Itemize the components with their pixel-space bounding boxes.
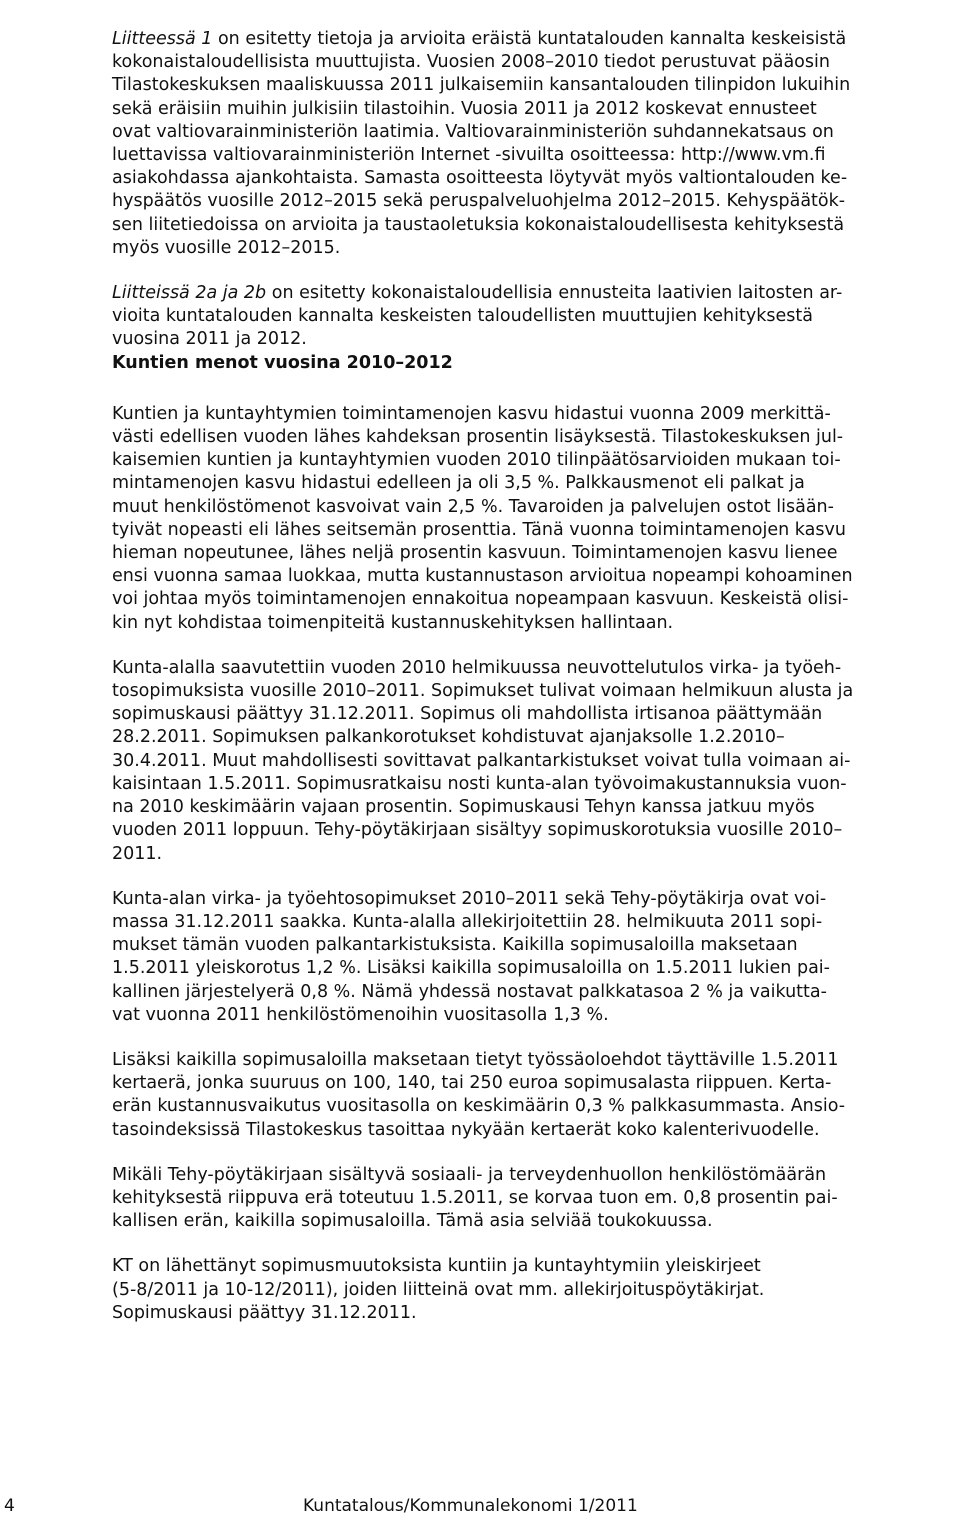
text-line: (5-8/2011 ja 10-12/2011), joiden liitteinä ovat mm. allekirjoituspöytäkirjat. — [112, 1279, 765, 1300]
text-line: tosopimuksista vuosille 2010–2011. Sopimukset tulivat voimaan helmikuun alusta ja — [112, 681, 854, 702]
text-line: Kuntien ja kuntayhtymien toimintamenojen kasvu hidastui vuonna 2009 merkittä- — [112, 403, 831, 424]
text-line: vuoden 2011 loppuun. Tehy-pöytäkirjaan sisältyy sopimuskorotuksia vuosille 2010– — [112, 820, 843, 841]
text-line: Sopimuskausi päättyy 31.12.2011. — [112, 1302, 417, 1323]
text-line: Lisäksi kaikilla sopimusaloilla maksetaan tietyt työssäoloehdot täyttäville 1.5.2011 — [112, 1049, 839, 1070]
text-line: 1.5.2011 yleiskorotus 1,2 %. Lisäksi kaikilla sopimusaloilla on 1.5.2011 lukien pai- — [112, 958, 830, 979]
text-line: sen liitetiedoissa on arvioita ja taustaoletuksia kokonaistaloudellisesta kehityksestä — [112, 214, 845, 235]
intro-paragraph-2 — [112, 282, 948, 352]
text-line: ensi vuonna samaa luokkaa, mutta kustannustason arvioitua nopeampi kohoaminen — [112, 566, 853, 587]
text-line: sopimuskausi päättyy 31.12.2011. Sopimus oli mahdollista irtisanoa päättymään — [112, 704, 823, 725]
text-line: asiakohdassa ajankohtaista. Samasta osoitteesta löytyvät myös valtiontalouden ke- — [112, 168, 848, 189]
text-line: vuosina 2011 ja 2012. — [112, 329, 307, 350]
text-line: 28.2.2011. Sopimuksen palkankorotukset kohdistuvat ajanjaksolle 1.2.2010– — [112, 727, 785, 748]
section-heading: Kuntien menot vuosina 2010–2012 — [112, 352, 453, 373]
text-line: luettavissa valtiovarainministeriön Internet -sivuilta osoitteessa: http://www.vm.fi — [112, 145, 826, 166]
body-paragraph-4 — [112, 1049, 948, 1142]
text-line: myös vuosille 2012–2015. — [112, 237, 341, 258]
text-line: muut henkilöstömenot kasvoivat vain 2,5 %. Tavaroiden ja palvelujen ostot lisään- — [112, 496, 834, 517]
document-page — [112, 28, 948, 1325]
text-line: vioita kuntatalouden kannalta keskeisten taloudellisten muuttujien kehityksestä — [112, 306, 813, 327]
text-line: na 2010 keskimäärin vajaan prosentin. Sopimuskausi Tehyn kanssa jatkuu myös — [112, 797, 815, 818]
text-line: kehityksestä riippuva erä toteutuu 1.5.2011, se korvaa tuon em. 0,8 prosentin pai- — [112, 1187, 838, 1208]
page-number: 4 — [4, 1496, 15, 1516]
text-line: Tilastokeskuksen maaliskuussa 2011 julkaisemiin kansantalouden tilinpidon lukuihin — [112, 75, 851, 96]
text-line: Mikäli Tehy-pöytäkirjaan sisältyvä sosiaali- ja terveydenhuollon henkilöstömäärän — [112, 1164, 827, 1185]
body-paragraph-6 — [112, 1255, 948, 1325]
text-line: kallisen erän, kaikilla sopimusaloilla. Tämä asia selviää toukokuussa. — [112, 1211, 713, 1232]
text-line: kin nyt kohdistaa toimenpiteitä kustannuskehityksen hallintaan. — [112, 612, 674, 633]
appendix-reference: Liitteessä 1 — [112, 29, 213, 49]
text-line: ovat valtiovarainministeriön laatimia. Valtiovarainministeriön suhdannekatsaus on — [112, 121, 834, 142]
text-line: Liitteessä 1 on esitetty tietoja ja arvioita eräistä kuntatalouden kannalta keskeisistä — [112, 29, 847, 49]
body-paragraph-1 — [112, 403, 948, 635]
text-line: erän kustannusvaikutus vuositasolla on keskimäärin 0,3 % palkkasummasta. Ansio- — [112, 1096, 846, 1117]
text-line: kertaerä, jonka suuruus on 100, 140, tai 250 euroa sopimusalasta riippuen. Kerta- — [112, 1073, 832, 1094]
text-line: voi johtaa myös toimintamenojen ennakoitua nopeampaan kasvuun. Keskeistä olisi- — [112, 589, 849, 610]
text-line: Kunta-alan virka- ja työehtosopimukset 2010–2011 sekä Tehy-pöytäkirja ovat voi- — [112, 888, 827, 909]
appendix-reference: Liitteissä 2a ja 2b — [112, 283, 267, 304]
text-line: sekä eräisiin muihin julkisiin tilastoihin. Vuosia 2011 ja 2012 koskevat ennusteet — [112, 98, 817, 119]
text-line: Kunta-alalla saavutettiin vuoden 2010 helmikuussa neuvottelutulos virka- ja työeh- — [112, 657, 842, 678]
intro-paragraph-1 — [112, 28, 948, 260]
text-line: hieman nopeutunee, lähes neljä prosentin kasvuun. Toimintamenojen kasvu lienee — [112, 543, 838, 564]
body-paragraph-3 — [112, 888, 948, 1027]
text-line: hyspäätös vuosille 2012–2015 sekä peruspalveluohjelma 2012–2015. Kehyspäätök- — [112, 191, 846, 212]
text-line: kallinen järjestelyerä 0,8 %. Nämä yhdessä nostavat palkkatasoa 2 % ja vaikutta- — [112, 981, 827, 1002]
text-line: 30.4.2011. Muut mahdollisesti sovittavat palkantarkistukset voivat tulla voimaan ai- — [112, 750, 851, 771]
text-line: 2011. — [112, 843, 163, 864]
text-line: tasoindeksissä Tilastokeskus tasoittaa nykyään kertaerät koko kalenterivuodelle. — [112, 1119, 820, 1140]
text-line: västi edellisen vuoden lähes kahdeksan prosentin lisäyksestä. Tilastokeskuksen jul- — [112, 427, 844, 448]
body-paragraph-5 — [112, 1164, 948, 1234]
text-line: KT on lähettänyt sopimusmuutoksista kuntiin ja kuntayhtymiin yleiskirjeet — [112, 1256, 761, 1277]
text-line: mintamenojen kasvu hidastui edelleen ja oli 3,5 %. Palkkausmenot eli palkat ja — [112, 473, 805, 494]
text-line: mukset tämän vuoden palkantarkistuksista. Kaikilla sopimusaloilla maksetaan — [112, 935, 798, 956]
publication-title: Kuntatalous/Kommunalekonomi 1/2011 — [303, 1496, 638, 1516]
text-line: tyivät nopeasti eli lähes seitsemän prosenttia. Tänä vuonna toimintamenojen kasvu — [112, 519, 846, 540]
text-line: kaisemien kuntien ja kuntayhtymien vuoden 2010 tilinpäätösarvioiden mukaan toi- — [112, 450, 841, 471]
text-line: kaisintaan 1.5.2011. Sopimusratkaisu nosti kunta-alan työvoimakustannuksia vuon- — [112, 773, 847, 794]
text-line: kokonaistaloudellisista muuttujista. Vuosien 2008–2010 tiedot perustuvat pääosin — [112, 52, 830, 73]
text-line: vat vuonna 2011 henkilöstömenoihin vuositasolla 1,3 %. — [112, 1004, 609, 1025]
body-paragraph-2 — [112, 657, 948, 866]
text-line: massa 31.12.2011 saakka. Kunta-alalla allekirjoitettiin 28. helmikuuta 2011 sopi- — [112, 911, 823, 932]
text-line: Liitteissä 2a ja 2b on esitetty kokonaistaloudellisia ennusteita laativien laitosten ar- — [112, 283, 843, 304]
